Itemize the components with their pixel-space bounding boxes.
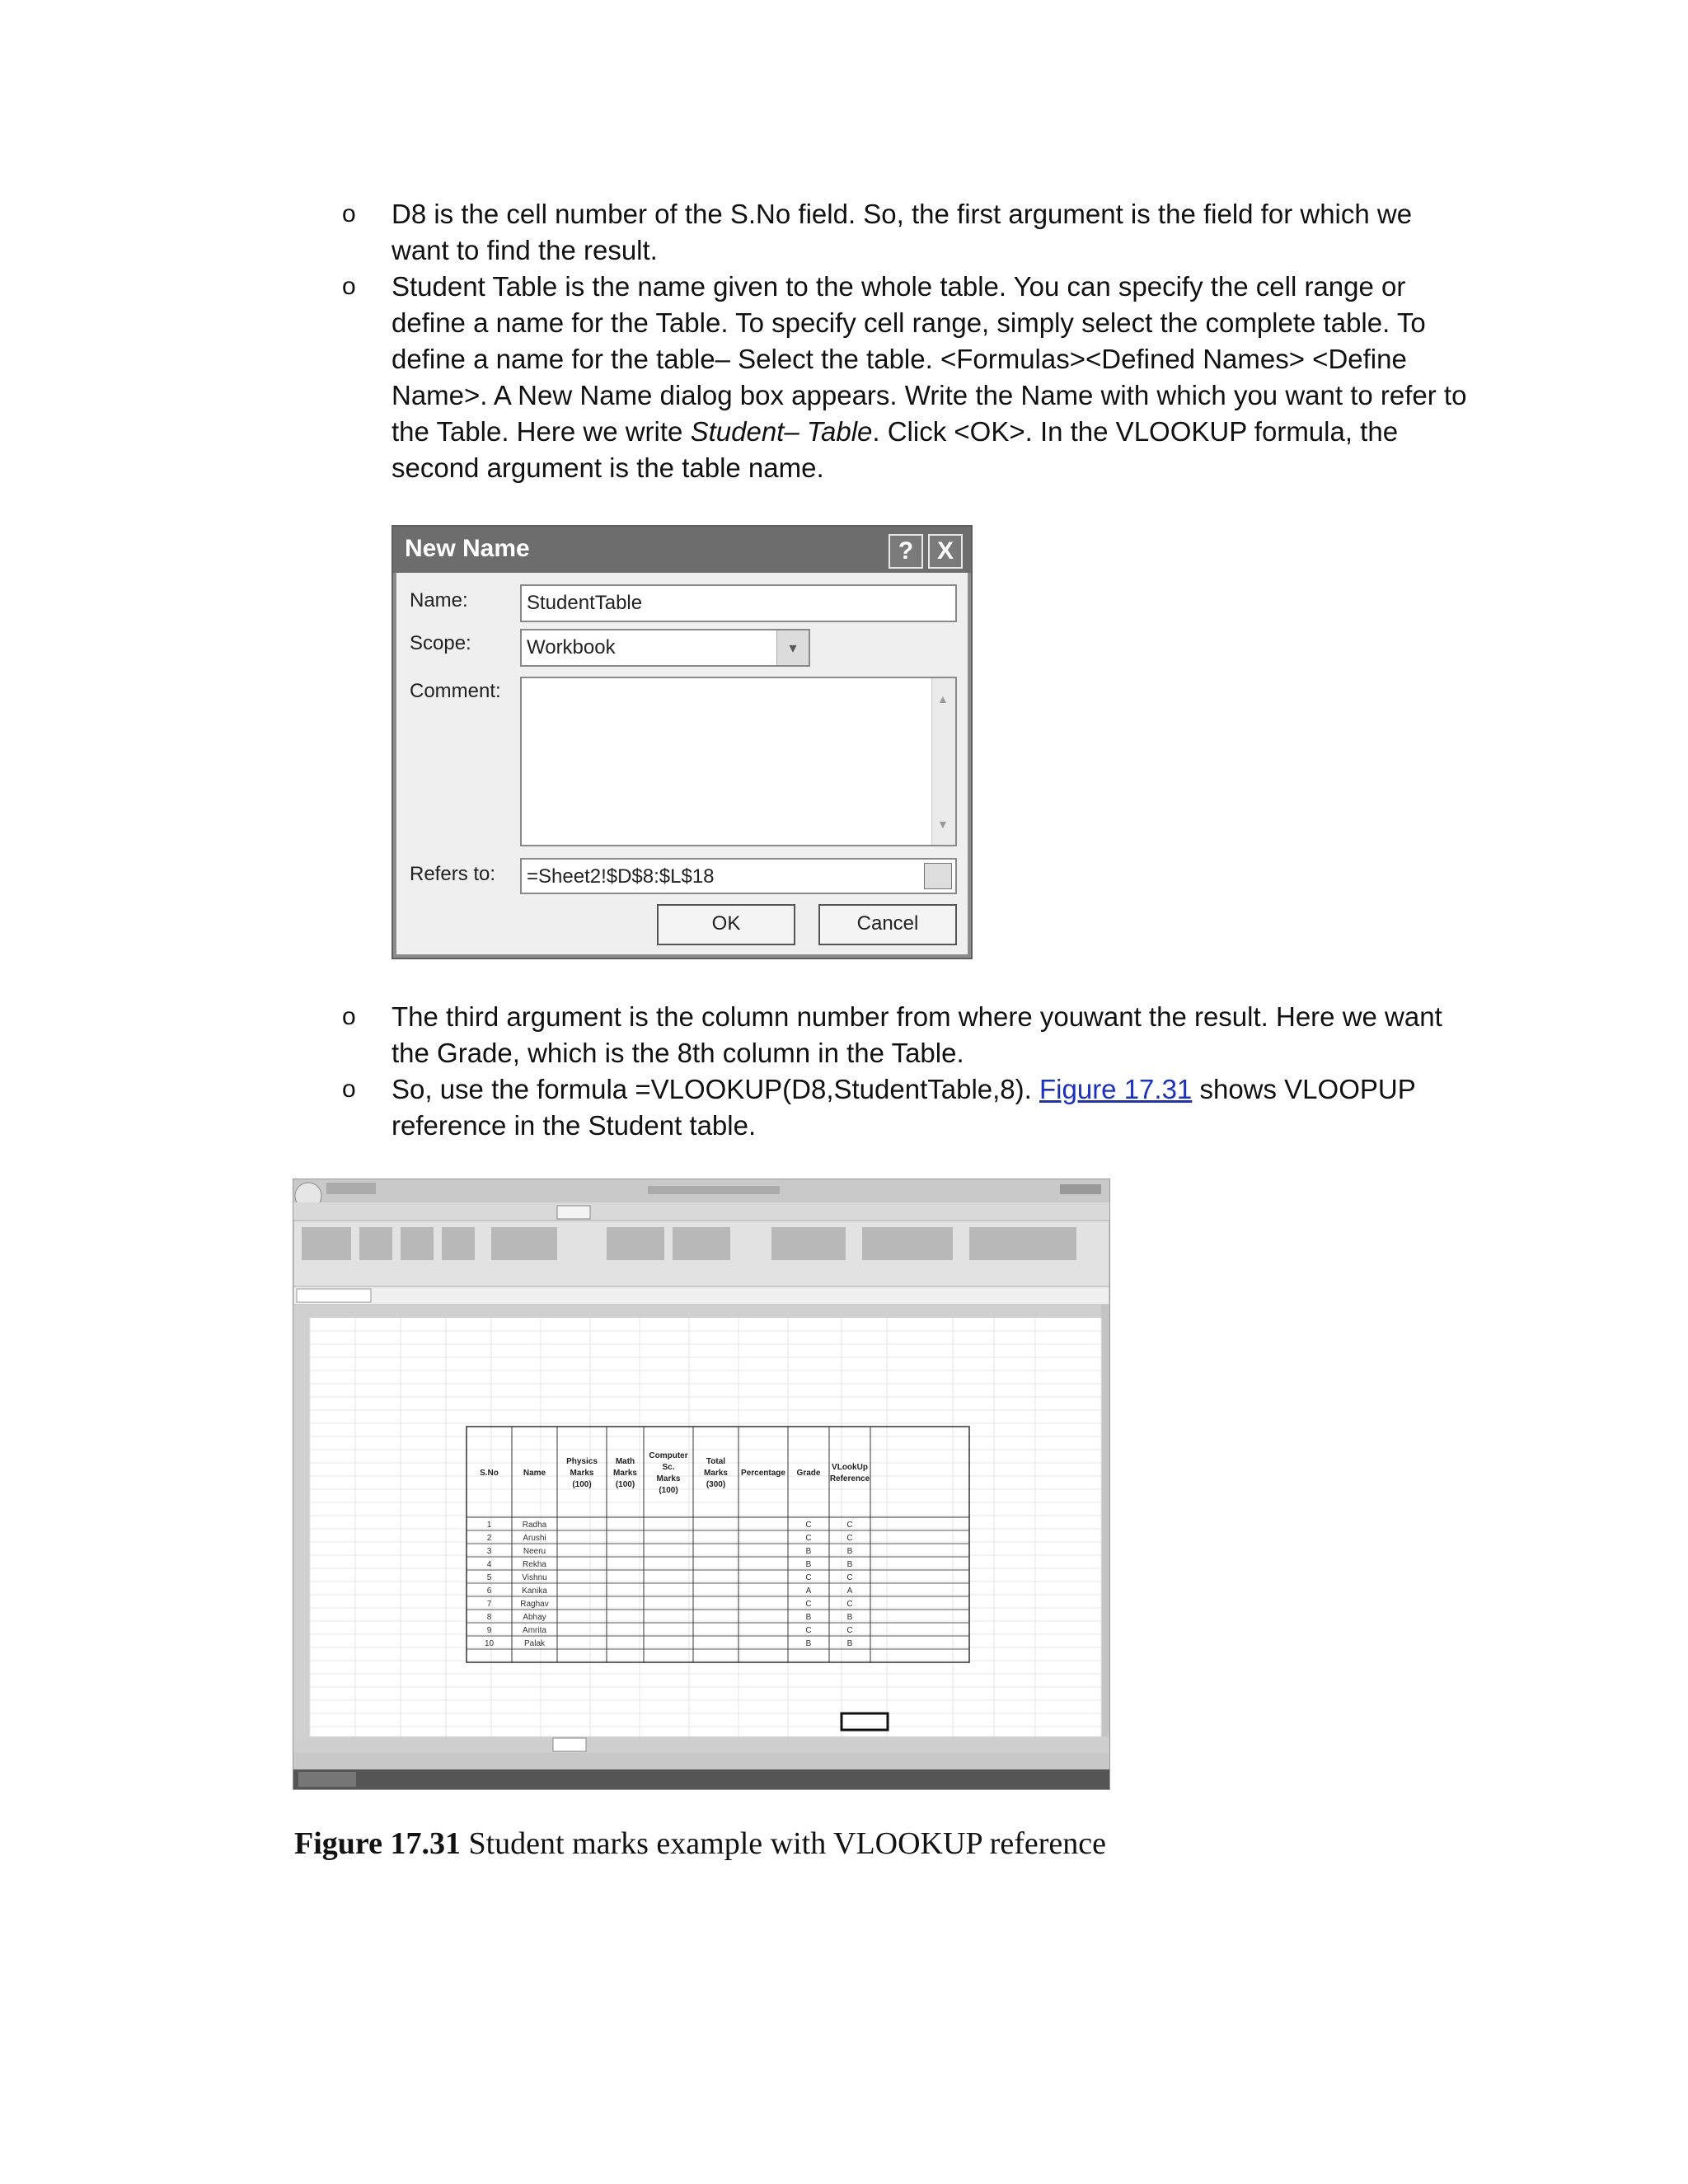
top-bullet-list (342, 196, 1471, 486)
table-cell: B (846, 1639, 853, 1648)
table-header-cell: Sc. (662, 1463, 675, 1472)
table-header-cell: (300) (706, 1480, 726, 1489)
bullet-item (342, 999, 1471, 1071)
table-cell: C (805, 1600, 812, 1609)
table-cell: C (805, 1626, 812, 1635)
scrollbar[interactable] (931, 678, 955, 845)
cancel-button[interactable]: Cancel (818, 904, 957, 945)
scope-label: Scope: (410, 632, 471, 654)
table-cell: 9 (486, 1626, 492, 1635)
table-cell: C (846, 1573, 853, 1582)
table-cell: Palak (523, 1639, 546, 1648)
table-header-cell: Marks (704, 1469, 728, 1478)
table-cell: B (805, 1547, 812, 1556)
bullet-marker: o (342, 1003, 356, 1030)
bullet-marker: o (342, 200, 356, 227)
figure-caption (294, 1825, 1106, 1862)
table-cell: 4 (486, 1560, 492, 1569)
bullet-item (342, 1071, 1471, 1144)
refers-to-field[interactable] (520, 858, 957, 894)
dialog-title-bar (393, 527, 971, 573)
table-cell: 8 (486, 1613, 492, 1622)
sheet-tabs (293, 1736, 1109, 1753)
table-cell: 2 (486, 1534, 492, 1543)
bullet-item (342, 269, 1471, 486)
table-cell: Raghav (520, 1600, 549, 1609)
active-sheet-tab (553, 1738, 586, 1751)
bullet-text-part: Student Table is the name given to the whole table. You can specify the cell range or define a name for the Table. To specify cell range, simply select the complete table. To define a name for the table– Select the table. <Formulas><Defined Names> <Define Name>. A New Name dialog box appears. Write the Name with which you want to refer to the Table. Here we write (392, 271, 1467, 447)
window-controls (1060, 1184, 1101, 1194)
window-title (648, 1186, 780, 1194)
table-header-cell: Grade (796, 1469, 821, 1478)
table-cell: Arushi (523, 1534, 546, 1543)
name-field[interactable]: StudentTable (520, 584, 957, 622)
table-cell: C (846, 1521, 853, 1530)
table-header-cell: Computer (649, 1451, 688, 1460)
table-cell: Amrita (523, 1626, 546, 1635)
table-header-cell: (100) (615, 1480, 635, 1489)
name-box (297, 1289, 371, 1302)
table-cell: B (846, 1560, 853, 1569)
bullet-marker: o (342, 273, 356, 300)
vertical-scrollbar (1101, 1305, 1109, 1736)
table-cell: 1 (486, 1521, 492, 1530)
start-button (298, 1772, 356, 1787)
table-header-cell: Marks (613, 1469, 637, 1478)
table-cell: B (846, 1547, 853, 1556)
row-headers (293, 1318, 310, 1736)
table-cell: Abhay (523, 1613, 546, 1622)
new-name-dialog (392, 525, 973, 959)
bullet-text (392, 1074, 1415, 1141)
table-header-cell: Marks (656, 1474, 681, 1483)
dialog-body (396, 573, 968, 954)
comment-textarea[interactable] (520, 677, 957, 846)
excel-screenshot (293, 1179, 1109, 1789)
bullet-text (392, 271, 1466, 483)
column-headers (293, 1305, 1101, 1318)
table-cell: Vishnu (522, 1573, 547, 1582)
table-cell: A (805, 1586, 812, 1596)
refers-to-label: Refers to: (410, 863, 496, 885)
table-cell: C (846, 1600, 853, 1609)
ribbon-tabs (293, 1202, 1109, 1221)
table-cell: 3 (486, 1547, 492, 1556)
comment-label: Comment: (410, 680, 501, 702)
refers-to-value: =Sheet2!$D$8:$L$18 (527, 865, 715, 888)
bullet-text-italic: Student– Table (690, 416, 873, 447)
bullet-text-part: shows VLOOPUP reference in the Student table. (392, 1074, 1416, 1141)
table-cell: B (846, 1613, 853, 1622)
table-cell: Radha (522, 1521, 547, 1530)
table-cell: Rekha (523, 1560, 546, 1569)
help-button[interactable]: ? (889, 534, 923, 569)
table-cell: A (846, 1586, 853, 1596)
table-header-cell: Marks (570, 1469, 594, 1478)
table-header-cell: Reference (829, 1474, 870, 1483)
table-cell: 6 (486, 1586, 492, 1596)
table-cell: C (805, 1521, 812, 1530)
figure-link[interactable]: Figure 17.31 (1039, 1074, 1193, 1104)
scroll-down-icon[interactable]: ▼ (937, 818, 949, 831)
table-header-cell: Name (523, 1469, 546, 1478)
scroll-up-icon[interactable]: ▲ (937, 692, 949, 705)
ok-button[interactable]: OK (657, 904, 795, 945)
table-cell: Neeru (523, 1547, 546, 1556)
scope-value: Workbook (527, 636, 616, 658)
bullet-marker: o (342, 1076, 356, 1103)
taskbar (293, 1769, 1109, 1789)
chevron-down-icon: ▾ (776, 630, 809, 665)
table-cell: B (805, 1613, 812, 1622)
status-bar (293, 1753, 1109, 1769)
table-header-cell: Percentage (741, 1469, 785, 1478)
quick-access-toolbar (326, 1183, 376, 1194)
table-header-cell: Physics (566, 1457, 598, 1466)
table-cell: 10 (484, 1639, 495, 1648)
excel-window (293, 1179, 1110, 1790)
table-header-cell: S.No (480, 1469, 499, 1478)
dialog-title: New Name (405, 535, 530, 562)
caption-label: Figure 17.31 (294, 1826, 461, 1861)
table-cell: C (846, 1534, 853, 1543)
bullet-item (342, 196, 1471, 269)
name-label: Name: (410, 589, 468, 612)
bullet-text-part: . Click <OK>. In the VLOOKUP formula, the second argument is the table name. (392, 416, 1399, 483)
close-button[interactable]: X (928, 534, 963, 569)
scope-select[interactable] (520, 629, 810, 667)
bottom-bullet-list (342, 999, 1471, 1144)
bullet-text: The third argument is the column number from where youwant the result. Here we want the Grade, which is the 8th column in the Table. (392, 1001, 1442, 1068)
table-cell: 7 (486, 1600, 492, 1609)
formula-bar (293, 1286, 1109, 1305)
data-tab (557, 1206, 590, 1219)
range-picker-icon[interactable] (924, 863, 952, 889)
caption-text: Student marks example with VLOOKUP reference (460, 1826, 1106, 1861)
table-cell: C (805, 1534, 812, 1543)
table-cell: C (846, 1626, 853, 1635)
table-header-cell: Math (615, 1457, 635, 1466)
table-cell: C (805, 1573, 812, 1582)
table-header-cell: (100) (572, 1480, 592, 1489)
table-cell: 5 (486, 1573, 492, 1582)
table-cell: Kanika (522, 1586, 547, 1596)
table-header-cell: VLookUp (832, 1463, 868, 1472)
table-header-cell: (100) (659, 1486, 678, 1495)
bullet-text: D8 is the cell number of the S.No field. So, the first argument is the field for which we want to find the result. (392, 199, 1413, 265)
table-header-cell: Total (706, 1457, 726, 1466)
bullet-text-part: So, use the formula =VLOOKUP(D8,StudentTable,8). (392, 1074, 1039, 1104)
table-cell: B (805, 1639, 812, 1648)
table-cell: B (805, 1560, 812, 1569)
